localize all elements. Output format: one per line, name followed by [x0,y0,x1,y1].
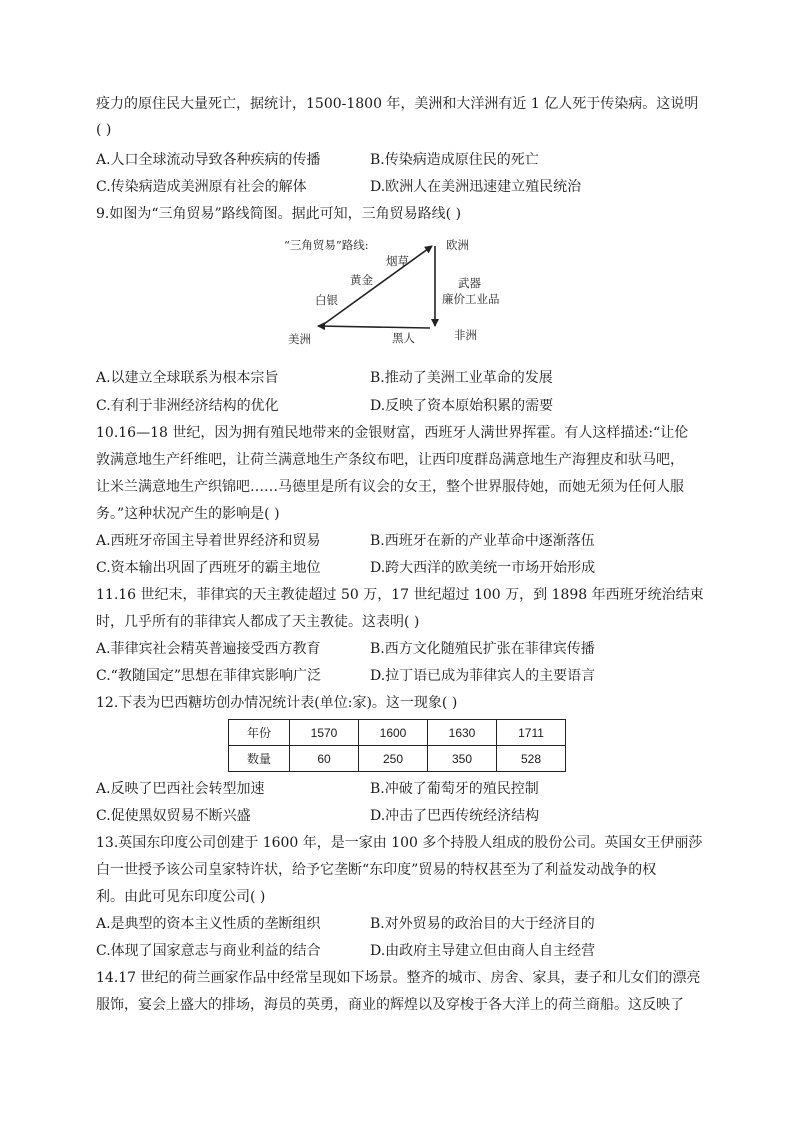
sugar-mill-table [228,719,566,772]
label-industrial-goods: 廉价工业品 [442,292,500,306]
table-row [229,720,566,746]
table-cell-count: 250 [359,746,428,772]
label-africa: 非洲 [454,328,477,342]
q13-stem-line: 13.英国东印度公司创建于 1600 年，是一家由 100 多个持股人组成的股份公司。英国女王伊丽莎 [96,835,703,851]
q10-option-a[interactable]: A.西班牙帝国主导着世界经济和贸易 [96,533,321,549]
q10-stem-line: 10.16—18 世纪，因为拥有殖民地带来的金银财富，西班牙人满世界挥霍。有人这样描述:“让伦 [96,425,689,441]
q9-option-d[interactable]: D.反映了资本原始积累的需要 [370,398,554,414]
q10-stem-line: 务。”这种状况产生的影响是( ) [96,506,280,522]
label-europe: 欧洲 [446,238,469,252]
q8-option-b[interactable]: B.传染病造成原住民的死亡 [370,152,539,168]
q12-option-b[interactable]: B.冲破了葡萄牙的殖民控制 [370,781,539,797]
q13-option-b[interactable]: B.对外贸易的政治目的大于经济目的 [370,916,595,932]
q8-option-a[interactable]: A.人口全球流动导致各种疾病的传播 [96,152,321,168]
table-row [229,746,566,772]
q10-stem-line: 敦满意地生产纤维吧，让荷兰满意地生产条纹布吧，让西印度群岛满意地生产海狸皮和驮马吧， [96,452,684,468]
table-header-count: 数量 [229,746,290,772]
q14-stem-line: 14.17 世纪的荷兰画家作品中经常呈现如下场景。整齐的城市、房舍、家具，妻子和儿女们的漂亮 [96,970,701,986]
table-cell-year: 1570 [290,720,359,746]
q9-stem: 9.如图为“三角贸易”路线简图。据此可知，三角贸易路线( ) [96,206,462,222]
q13-stem-line: 白一世授予该公司皇家特许状，给予它垄断“东印度”贸易的特权甚至为了利益发动战争的权 [96,862,657,878]
table-cell-count: 60 [290,746,359,772]
q12-stem: 12.下表为巴西糖坊创办情况统计表(单位:家)。这一现象( ) [96,695,458,711]
q11-option-d[interactable]: D.拉丁语已成为菲律宾人的主要语言 [370,668,596,684]
q11-stem-line: 时，几乎所有的菲律宾人都成了天主教徒。这表明( ) [96,614,420,630]
q9-option-c[interactable]: C.有利于非洲经济结构的优化 [96,398,279,414]
q10-stem-line: 让米兰满意地生产织锦吧……马德里是所有议会的女王，整个世界服侍她，而她无须为任何人服 [96,479,684,495]
label-slaves: 黑人 [392,331,415,345]
label-silver: 白银 [315,293,338,307]
q11-stem-line: 11.16 世纪末，菲律宾的天主教徒超过 50 万，17 世纪超过 100 万，到 1898 年西班牙统治结束 [96,587,704,603]
q11-option-c[interactable]: C.“教随国定”思想在菲律宾影响广泛 [96,668,321,684]
table-cell-count: 350 [428,746,497,772]
q10-option-b[interactable]: B.西班牙在新的产业革命中逐渐落伍 [370,533,595,549]
arrow-africa-to-america [318,326,430,328]
table-cell-year: 1600 [359,720,428,746]
q8-option-d[interactable]: D.欧洲人在美洲迅速建立殖民统治 [370,179,582,195]
q13-option-d[interactable]: D.由政府主导建立但由商人自主经营 [370,943,596,959]
table-cell-year: 1630 [428,720,497,746]
label-america: 美洲 [288,332,311,346]
q13-stem-line: 利。由此可见东印度公司( ) [96,889,266,905]
q11-option-b[interactable]: B.西方文化随殖民扩张在菲律宾传播 [370,641,595,657]
triangle-trade-diagram [282,232,514,350]
arrow-america-to-europe [324,246,432,324]
table-cell-count: 528 [497,746,566,772]
q8-answer-paren: ( ) [96,122,112,138]
table-header-year: 年份 [229,720,290,746]
label-gold: 黄金 [350,273,373,287]
q8-stem-end: 疫力的原住民大量死亡，据统计，1500-1800 年，美洲和大洋洲有近 1 亿人死于传染病。这说明 [96,96,699,112]
q9-option-a[interactable]: A.以建立全球联系为根本宗旨 [96,370,279,386]
q11-option-a[interactable]: A.菲律宾社会精英普遍接受西方教育 [96,641,321,657]
q12-option-c[interactable]: C.促使黑奴贸易不断兴盛 [96,808,251,824]
q10-option-c[interactable]: C.资本输出巩固了西班牙的霸主地位 [96,560,321,576]
q13-option-a[interactable]: A.是典型的资本主义性质的垄断组织 [96,916,321,932]
label-tobacco: 烟草 [386,254,409,268]
diagram-title: “三角贸易”路线: [284,238,369,252]
table-cell-year: 1711 [497,720,566,746]
q13-option-c[interactable]: C.体现了国家意志与商业利益的结合 [96,943,321,959]
q8-option-c[interactable]: C.传染病造成美洲原有社会的解体 [96,179,307,195]
label-weapons: 武器 [458,276,481,290]
q9-option-b[interactable]: B.推动了美洲工业革命的发展 [370,370,553,386]
q10-option-d[interactable]: D.跨大西洋的欧美统一市场开始形成 [370,560,596,576]
q12-option-d[interactable]: D.冲击了巴西传统经济结构 [370,808,540,824]
q14-stem-line: 服饰，宴会上盛大的排场，海员的英勇，商业的辉煌以及穿梭于各大洋上的荷兰商船。这反映了 [96,997,684,1013]
q12-option-a[interactable]: A.反映了巴西社会转型加速 [96,781,265,797]
